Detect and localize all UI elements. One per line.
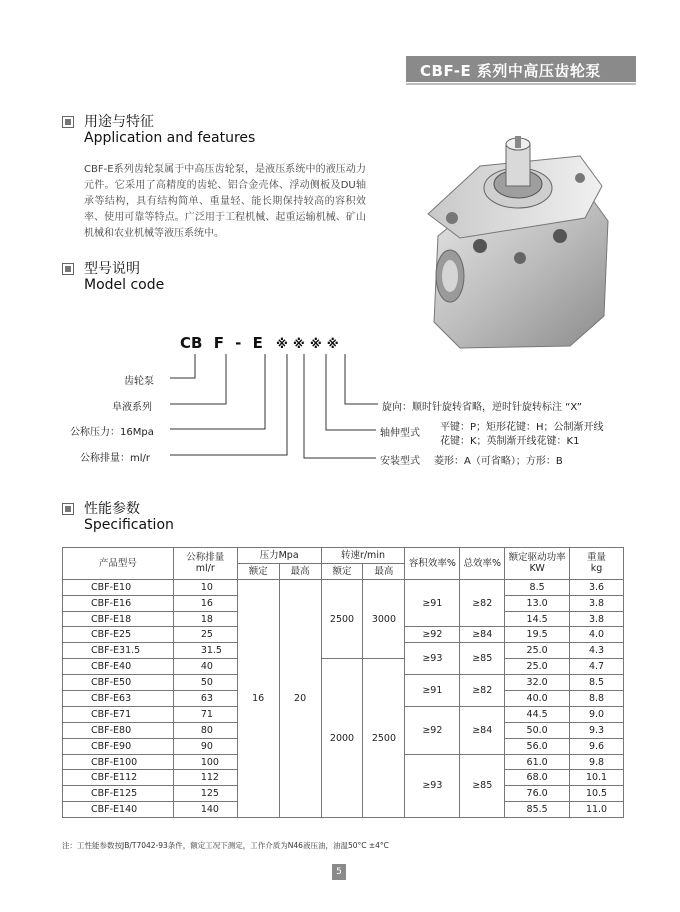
section-title-en: Specification (84, 517, 174, 533)
table-cell: 63 (173, 691, 237, 707)
intro-paragraph: CBF-E系列齿轮泵属于中高压齿轮泵，是液压系统中的液压动力元件。它采用了高精度的齿轮、铝合金壳体、浮动侧板及DU轴承等结构，具有结构简单、重量轻、能长期保持较高的容积效率、使用可靠等特点。广泛用于工程机械、起重运输机械、矿山机械和农业机械等液压系统中。 (84, 164, 366, 239)
table-cell: 3.8 (570, 595, 624, 611)
table-cell: 8.8 (570, 691, 624, 707)
table-cell: CBF-E25 (63, 627, 174, 643)
table-cell: 56.0 (505, 738, 570, 754)
speed-rated-cell: 2500 (321, 579, 363, 658)
header-displacement: 公称排量 ml/r (173, 548, 237, 580)
page-number: 5 (332, 864, 346, 880)
label-shaft-title: 轴伸型式 (380, 428, 420, 439)
label-mount-text: 菱形：A（可省略）；方形：B (434, 456, 563, 467)
table-cell: 100 (173, 754, 237, 770)
header-pressure-rated: 额定 (237, 563, 279, 579)
table-cell: 19.5 (505, 627, 570, 643)
header-speed-rated: 额定 (321, 563, 363, 579)
table-cell: 32.0 (505, 675, 570, 691)
table-cell: CBF-E100 (63, 754, 174, 770)
table-cell: 3.6 (570, 579, 624, 595)
table-cell: 25.0 (505, 643, 570, 659)
header-title: CBF-E 系列中高压齿轮泵 (420, 62, 601, 80)
table-cell: 25 (173, 627, 237, 643)
table-cell: ≥82 (460, 579, 505, 627)
table-cell: 3.8 (570, 611, 624, 627)
model-code (180, 334, 339, 352)
table-cell: 44.5 (505, 706, 570, 722)
table-cell: 10 (173, 579, 237, 595)
table-cell: 4.3 (570, 643, 624, 659)
gear-pump-image (420, 126, 620, 351)
section-title-cn: 用途与特征 (84, 114, 154, 130)
code-part-mark: ※ (309, 337, 322, 351)
label-series: 阜液系列 (112, 402, 152, 413)
table-cell: 50.0 (505, 722, 570, 738)
label-shaft-line2: 花键：K；英制渐开线花键：K1 (440, 436, 580, 447)
section-bullet-icon (62, 503, 74, 515)
table-cell: 10.5 (570, 786, 624, 802)
table-cell: CBF-E40 (63, 659, 174, 675)
code-part-mark: ※ (326, 337, 339, 351)
table-cell: CBF-E50 (63, 675, 174, 691)
label-gear-pump: 齿轮泵 (124, 376, 154, 387)
table-cell: 18 (173, 611, 237, 627)
table-cell: 85.5 (505, 802, 570, 818)
label-rotation: 旋向：顺时针旋转省略，逆时针旋转标注 “X” (382, 402, 582, 413)
code-part-mark: ※ (276, 337, 288, 351)
table-cell: 90 (173, 738, 237, 754)
table-cell: 8.5 (505, 579, 570, 595)
table-cell: ≥91 (405, 579, 460, 627)
header-speed-max: 最高 (363, 563, 405, 579)
table-cell: CBF-E63 (63, 691, 174, 707)
table-cell: 80 (173, 722, 237, 738)
code-part-cb: CB (180, 334, 203, 352)
header-pressure: 压力Mpa (237, 548, 321, 564)
table-cell: 125 (173, 786, 237, 802)
table-cell: 9.3 (570, 722, 624, 738)
table-cell: 8.5 (570, 675, 624, 691)
section-title-cn: 性能参数 (84, 501, 140, 517)
table-cell: CBF-E112 (63, 770, 174, 786)
label-mount-title: 安装型式 (380, 456, 420, 467)
table-cell: 4.7 (570, 659, 624, 675)
table-cell: CBF-E125 (63, 786, 174, 802)
table-cell: CBF-E90 (63, 738, 174, 754)
table-cell: 16 (173, 595, 237, 611)
header-total-eff: 总效率% (460, 548, 505, 580)
pressure-rated-cell: 16 (237, 579, 279, 817)
table-cell: CBF-E140 (63, 802, 174, 818)
table-cell: CBF-E10 (63, 579, 174, 595)
table-row (63, 659, 624, 675)
table-cell: CBF-E31.5 (63, 643, 174, 659)
section-bullet-icon (62, 263, 74, 275)
table-cell: 40.0 (505, 691, 570, 707)
table-cell: 40 (173, 659, 237, 675)
header-vol-eff: 容积效率% (405, 548, 460, 580)
code-part-e: E (252, 334, 263, 352)
section-bullet-icon (62, 116, 74, 128)
table-cell: ≥82 (460, 675, 505, 707)
header-power: 额定驱动功率 KW (505, 548, 570, 580)
table-cell: 76.0 (505, 786, 570, 802)
section-title-en: Model code (84, 277, 165, 293)
table-cell: 140 (173, 802, 237, 818)
header-speed: 转速r/min (321, 548, 405, 564)
table-cell: 14.5 (505, 611, 570, 627)
speed-max-cell: 2500 (363, 659, 405, 818)
section-title-cn: 型号说明 (84, 261, 140, 277)
header-underline (406, 83, 636, 85)
table-cell: 25.0 (505, 659, 570, 675)
table-cell: 9.0 (570, 706, 624, 722)
section-title-en: Application and features (84, 130, 256, 146)
table-cell: 10.1 (570, 770, 624, 786)
code-part-f: F (213, 334, 224, 352)
table-cell: ≥85 (460, 754, 505, 818)
table-cell: CBF-E18 (63, 611, 174, 627)
table-cell: 50 (173, 675, 237, 691)
table-cell: 68.0 (505, 770, 570, 786)
table-cell: ≥84 (460, 706, 505, 754)
table-cell: 9.8 (570, 754, 624, 770)
label-displacement: 公称排量：ml/r (80, 453, 150, 464)
table-cell: ≥92 (405, 627, 460, 643)
header-pressure-max: 最高 (279, 563, 321, 579)
table-cell: ≥93 (405, 643, 460, 675)
speed-max-cell: 3000 (363, 579, 405, 658)
table-cell: 71 (173, 706, 237, 722)
footnote: 注：工性能参数按JB/T7042-93条件，额定工况下测定，工作介质为N46液压油，油温50°C ±4°C (62, 841, 389, 850)
table-cell: 31.5 (173, 643, 237, 659)
code-part-dash: - (235, 334, 242, 352)
label-pressure: 公称压力：16Mpa (70, 427, 154, 438)
header-model: 产品型号 (63, 548, 174, 580)
code-part-mark: ※ (293, 337, 305, 351)
table-cell: ≥84 (460, 627, 505, 643)
header-weight: 重量 kg (570, 548, 624, 580)
label-shaft-line1: 平键：P；矩形花键：H；公制渐开线 (440, 422, 604, 433)
table-cell: ≥93 (405, 754, 460, 818)
pressure-max-cell: 20 (279, 579, 321, 817)
table-cell: 11.0 (570, 802, 624, 818)
table-row (63, 579, 624, 595)
table-cell: ≥91 (405, 675, 460, 707)
table-cell: ≥92 (405, 706, 460, 754)
table-cell: CBF-E80 (63, 722, 174, 738)
table-cell: CBF-E71 (63, 706, 174, 722)
table-cell: 61.0 (505, 754, 570, 770)
table-cell: CBF-E16 (63, 595, 174, 611)
table-cell: 9.6 (570, 738, 624, 754)
table-cell: 4.0 (570, 627, 624, 643)
table-cell: 112 (173, 770, 237, 786)
table-cell: 13.0 (505, 595, 570, 611)
speed-rated-cell: 2000 (321, 659, 363, 818)
spec-table (62, 547, 624, 818)
table-cell: ≥85 (460, 643, 505, 675)
